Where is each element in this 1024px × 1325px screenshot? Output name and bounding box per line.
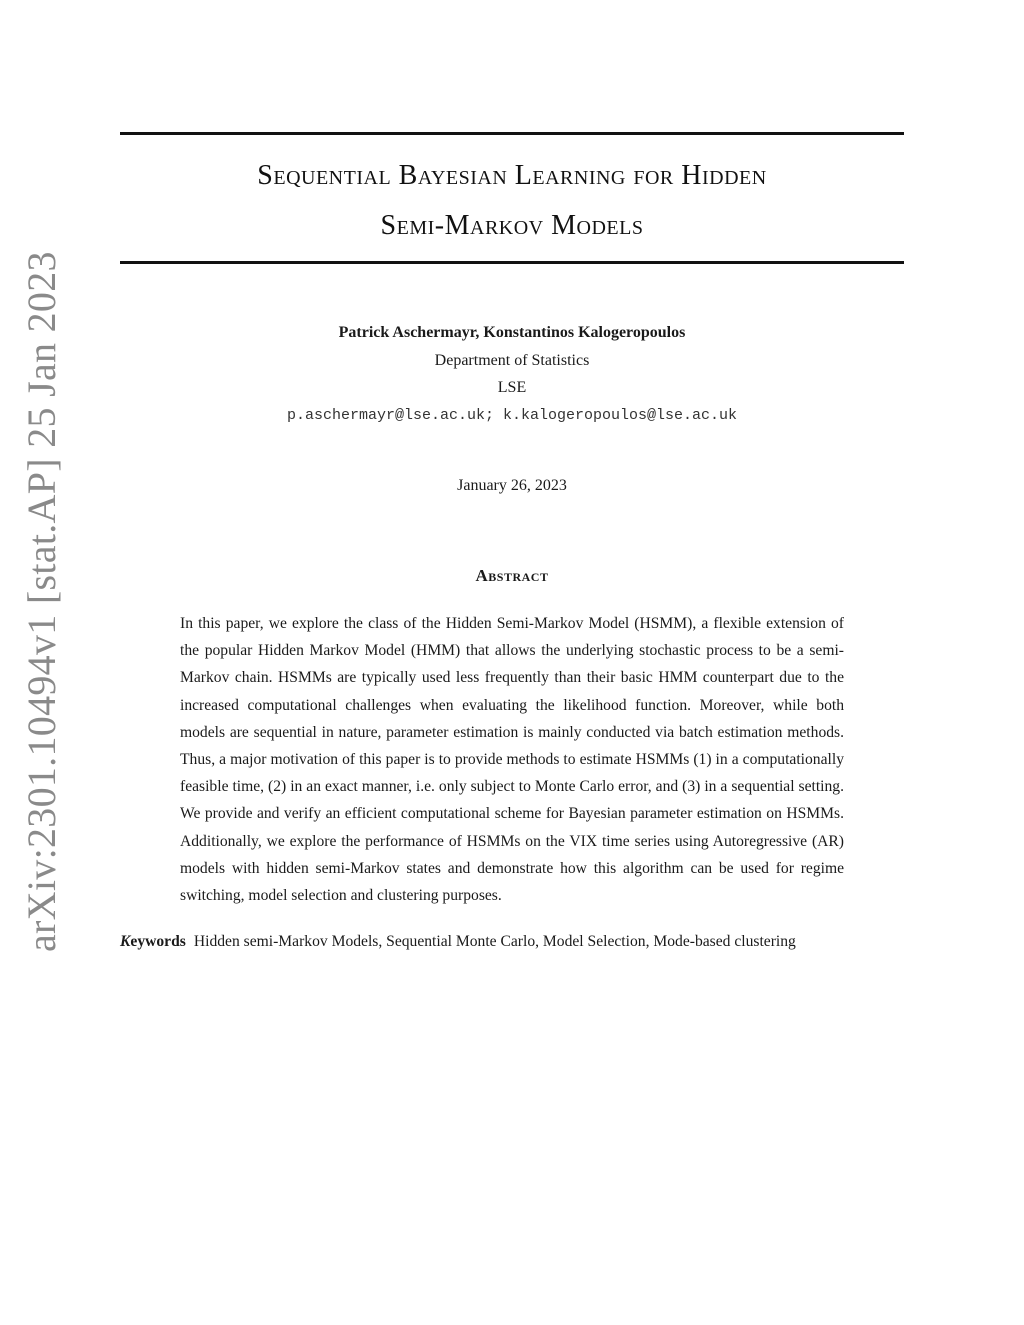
title-top-rule [120, 132, 904, 135]
keywords [120, 933, 904, 952]
keywords-label-rest: eywords [130, 933, 186, 950]
arxiv-stamp: arXiv:2301.10494v1 [stat.AP] 25 Jan 2023 [19, 251, 64, 952]
abstract-body: In this paper, we explore the class of the Hidden Semi-Markov Model (HSMM), a flexible extension of the popular Hidden Markov Model (HMM) that allows the underlying stochastic process to be a semi-Markov chain. HSMMs are typically used less frequently than their basic HMM counterpart due to the increased computational challenges when evaluating the likelihood function. Moreover, while both models are sequential in nature, parameter estimation is mainly conducted via batch estimation methods. Thus, a major motivation of this paper is to provide methods to estimate HSMMs (1) in a computationally feasible time, (2) in an exact manner, i.e. only subject to Monte Carlo error, and (3) in a sequential setting. We provide and verify an efficient computational scheme for Bayesian parameter estimation on HSMMs. Additionally, we explore the performance of HSMMs on the VIX time series using Autoregressive (AR) models with hidden semi-Markov states and demonstrate how this algorithm can be used for regime switching, model selection and clustering purposes. [180, 615, 844, 905]
authors: Patrick Aschermayr, Konstantinos Kalogeropoulos [338, 324, 686, 341]
paper-date: January 26, 2023 [457, 477, 567, 494]
paper-title-line-1: Sequential Bayesian Learning for Hidden [257, 160, 767, 191]
keywords-label [120, 933, 186, 950]
institution: LSE [497, 379, 527, 396]
keywords-text: Hidden semi-Markov Models, Sequential Monte Carlo, Model Selection, Mode-based clustering [193, 933, 796, 950]
keywords-label-initial: K [120, 933, 131, 950]
title-bottom-rule [120, 261, 904, 264]
abstract-heading: Abstract [475, 566, 549, 585]
author-emails: p.aschermayr@lse.ac.uk; k.kalogeropoulos@lse.ac.uk [286, 407, 738, 424]
paper-title-line-2: Semi-Markov Models [380, 210, 644, 241]
department: Department of Statistics [434, 352, 590, 369]
